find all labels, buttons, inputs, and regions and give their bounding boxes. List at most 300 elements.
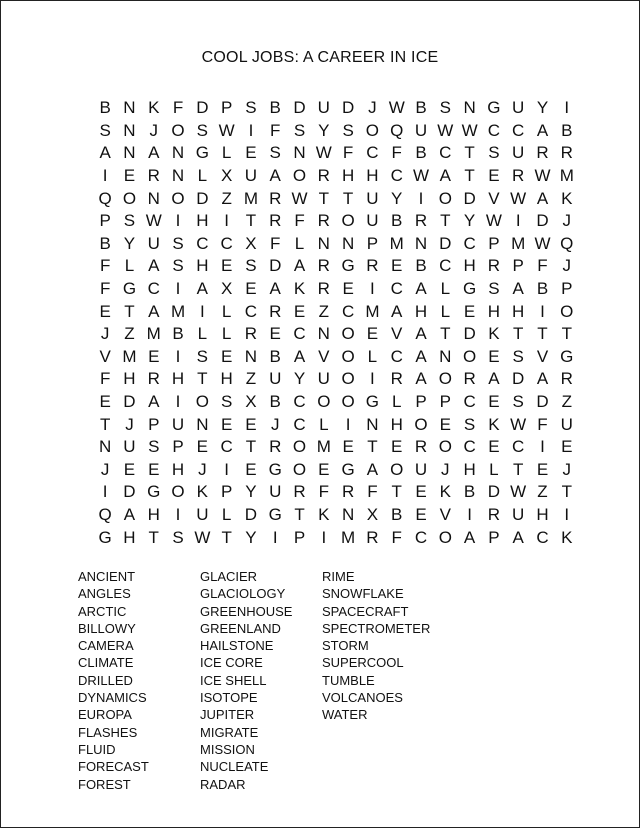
grid-letter: C xyxy=(366,143,379,163)
grid-letter: O xyxy=(341,211,355,231)
grid-letter: R xyxy=(390,369,403,389)
grid-letter: B xyxy=(99,233,111,253)
grid-letter: C xyxy=(390,166,403,186)
grid-letter: R xyxy=(414,437,428,457)
grid-letter: Z xyxy=(124,324,135,344)
letter-grid xyxy=(93,97,579,549)
grid-letter: S xyxy=(269,143,281,163)
grid-letter: R xyxy=(269,211,282,231)
grid-letter: I xyxy=(175,392,181,412)
word-list-column-1 xyxy=(78,568,149,793)
grid-letter: D xyxy=(487,482,501,502)
grid-letter: O xyxy=(292,166,307,186)
grid-letter: D xyxy=(536,392,549,412)
grid-letter: Y xyxy=(391,188,403,208)
grid-letter: E xyxy=(220,414,233,434)
grid-letter: C xyxy=(536,527,549,547)
grid-letter: B xyxy=(415,143,427,163)
grid-letter: Q xyxy=(98,188,112,208)
grid-letter: Z xyxy=(318,301,330,321)
grid-letter: W xyxy=(510,482,527,502)
grid-letter: K xyxy=(148,98,160,118)
grid-letter: O xyxy=(341,369,355,389)
grid-letter: L xyxy=(221,301,232,321)
grid-letter: A xyxy=(415,369,427,389)
grid-letter: K xyxy=(488,324,500,344)
grid-row xyxy=(93,120,579,143)
grid-letter: A xyxy=(99,143,111,163)
word-list-item: GREENLAND xyxy=(200,620,281,636)
grid-letter: W xyxy=(534,233,551,253)
grid-letter: M xyxy=(146,324,161,344)
grid-letter: U xyxy=(147,233,160,253)
grid-letter: V xyxy=(391,324,403,344)
grid-letter: G xyxy=(268,459,282,479)
grid-letter: I xyxy=(248,120,254,140)
grid-letter: S xyxy=(342,120,354,140)
grid-letter: E xyxy=(488,346,500,366)
grid-letter: Q xyxy=(560,233,574,253)
word-list-item: MIGRATE xyxy=(200,724,259,740)
grid-letter: U xyxy=(317,98,330,118)
word-list-item: FLUID xyxy=(78,741,116,757)
grid-letter: A xyxy=(512,279,524,299)
grid-letter: I xyxy=(321,527,327,547)
grid-letter: O xyxy=(414,414,428,434)
grid-row xyxy=(93,481,579,504)
grid-letter: C xyxy=(293,414,306,434)
grid-letter: B xyxy=(391,211,403,231)
grid-letter: H xyxy=(171,369,185,389)
word-list-item: SPACECRAFT xyxy=(322,603,409,619)
word-list-item: ANGLES xyxy=(78,586,131,602)
grid-letter: Y xyxy=(536,98,549,118)
grid-letter: F xyxy=(537,414,548,434)
grid-letter: T xyxy=(245,437,257,457)
grid-letter: L xyxy=(391,392,402,412)
grid-letter: A xyxy=(148,143,160,163)
grid-letter: S xyxy=(439,98,451,118)
word-list-item: SNOWFLAKE xyxy=(322,586,404,602)
grid-letter: J xyxy=(100,459,110,479)
grid-letter: C xyxy=(512,437,525,457)
grid-letter: E xyxy=(488,437,500,457)
grid-letter: D xyxy=(512,369,525,389)
grid-letter: T xyxy=(464,143,475,163)
grid-letter: L xyxy=(319,414,329,434)
grid-letter: S xyxy=(172,233,184,253)
grid-letter: B xyxy=(391,504,403,524)
grid-letter: H xyxy=(487,301,501,321)
grid-letter: C xyxy=(414,527,428,547)
grid-letter: N xyxy=(171,143,185,163)
grid-letter: U xyxy=(269,482,282,502)
grid-letter: O xyxy=(462,346,477,366)
grid-letter: D xyxy=(196,188,209,208)
grid-row xyxy=(93,526,579,549)
grid-letter: E xyxy=(342,279,354,299)
word-list-item: ISOTOPE xyxy=(200,690,258,706)
grid-letter: T xyxy=(537,324,548,344)
grid-letter: H xyxy=(341,166,355,186)
grid-letter: H xyxy=(512,301,525,321)
grid-letter: N xyxy=(317,233,330,253)
word-list-item: RIME xyxy=(322,569,355,584)
grid-letter: M xyxy=(559,166,574,186)
grid-row xyxy=(93,413,579,436)
grid-row xyxy=(93,300,579,323)
grid-letter: G xyxy=(341,459,355,479)
grid-letter: N xyxy=(439,346,452,366)
grid-letter: P xyxy=(220,98,233,118)
grid-letter: C xyxy=(220,437,233,457)
grid-letter: N xyxy=(366,414,379,434)
grid-row xyxy=(93,368,579,391)
word-list-item: EUROPA xyxy=(78,707,132,723)
word-list-column-2 xyxy=(200,568,292,793)
grid-letter: E xyxy=(391,256,403,276)
grid-letter: H xyxy=(463,459,476,479)
grid-letter: E xyxy=(391,437,403,457)
grid-letter: W xyxy=(315,143,332,163)
grid-letter: G xyxy=(487,98,501,118)
grid-letter: O xyxy=(122,188,137,208)
grid-letter: G xyxy=(268,504,282,524)
grid-letter: O xyxy=(438,369,452,389)
grid-letter: Y xyxy=(123,233,136,253)
grid-letter: O xyxy=(171,482,185,502)
grid-letter: C xyxy=(487,120,501,140)
grid-letter: E xyxy=(269,324,281,344)
grid-letter: W xyxy=(461,120,478,140)
grid-letter: A xyxy=(123,504,136,524)
grid-letter: R xyxy=(487,504,501,524)
grid-letter: R xyxy=(244,324,258,344)
grid-letter: S xyxy=(99,120,111,140)
grid-letter: P xyxy=(366,233,379,253)
grid-letter: Z xyxy=(561,392,572,412)
grid-letter: L xyxy=(197,324,208,344)
grid-letter: I xyxy=(175,279,181,299)
grid-letter: C xyxy=(293,324,306,344)
grid-letter: J xyxy=(562,256,572,276)
grid-letter: F xyxy=(99,279,111,299)
word-list-item: FORECAST xyxy=(78,759,149,775)
grid-letter: E xyxy=(148,459,160,479)
grid-letter: E xyxy=(245,279,257,299)
grid-letter: C xyxy=(390,279,403,299)
grid-letter: S xyxy=(220,392,233,412)
grid-letter: F xyxy=(537,256,548,276)
grid-letter: A xyxy=(269,279,281,299)
grid-letter: T xyxy=(318,188,330,208)
grid-letter: T xyxy=(342,188,354,208)
grid-letter: L xyxy=(440,279,451,299)
grid-letter: E xyxy=(99,301,111,321)
grid-letter: W xyxy=(412,166,430,186)
grid-letter: O xyxy=(171,120,185,140)
grid-letter: R xyxy=(317,279,330,299)
grid-letter: E xyxy=(99,392,111,412)
grid-letter: A xyxy=(148,392,160,412)
grid-letter: I xyxy=(175,504,181,524)
grid-letter: I xyxy=(175,211,181,231)
grid-letter: R xyxy=(147,369,160,389)
grid-letter: S xyxy=(196,120,208,140)
grid-letter: A xyxy=(148,301,160,321)
grid-letter: R xyxy=(341,482,355,502)
grid-letter: Y xyxy=(318,120,330,140)
grid-letter: W xyxy=(485,211,502,231)
word-list-item: NUCLEATE xyxy=(200,759,269,775)
word-list-item: WATER xyxy=(322,707,368,723)
grid-row xyxy=(93,210,579,233)
grid-letter: P xyxy=(293,527,306,547)
grid-letter: V xyxy=(99,346,111,366)
grid-letter: E xyxy=(415,482,427,502)
grid-letter: Y xyxy=(245,527,257,547)
grid-letter: N xyxy=(123,120,136,140)
grid-letter: A xyxy=(536,369,549,389)
grid-letter: V xyxy=(488,188,500,208)
grid-letter: I xyxy=(102,482,108,502)
grid-letter: D xyxy=(463,188,476,208)
grid-letter: M xyxy=(122,346,137,366)
grid-letter: R xyxy=(269,301,282,321)
grid-letter: I xyxy=(564,98,570,118)
grid-letter: N xyxy=(171,166,185,186)
grid-letter: J xyxy=(562,459,572,479)
grid-letter: R xyxy=(293,482,306,502)
grid-letter: C xyxy=(390,346,403,366)
grid-letter: I xyxy=(224,211,229,231)
grid-letter: O xyxy=(292,437,307,457)
grid-row xyxy=(93,255,579,278)
grid-letter: G xyxy=(98,527,112,547)
grid-letter: R xyxy=(463,369,476,389)
grid-letter: U xyxy=(366,211,379,231)
grid-letter: X xyxy=(245,392,257,412)
grid-letter: W xyxy=(510,414,527,434)
grid-row xyxy=(93,142,579,165)
grid-letter: A xyxy=(415,346,427,366)
word-list-item: ANCIENT xyxy=(78,569,136,584)
grid-letter: I xyxy=(540,301,545,321)
grid-letter: R xyxy=(317,211,330,231)
grid-letter: J xyxy=(100,324,110,344)
grid-letter: R xyxy=(269,188,282,208)
grid-row xyxy=(93,391,579,414)
grid-letter: L xyxy=(440,301,451,321)
grid-letter: H xyxy=(536,504,549,524)
grid-letter: G xyxy=(147,482,161,502)
grid-letter: I xyxy=(540,437,545,457)
grid-letter: O xyxy=(365,120,380,140)
grid-letter: F xyxy=(172,98,184,118)
grid-letter: S xyxy=(512,346,524,366)
grid-letter: F xyxy=(270,120,281,140)
grid-letter: I xyxy=(418,188,424,208)
grid-letter: H xyxy=(366,166,379,186)
grid-letter: N xyxy=(123,98,136,118)
grid-letter: F xyxy=(270,233,281,253)
grid-letter: I xyxy=(370,279,375,299)
grid-letter: B xyxy=(269,98,281,118)
grid-letter: G xyxy=(462,279,477,299)
grid-letter: K xyxy=(488,414,500,434)
grid-letter: U xyxy=(269,369,282,389)
grid-letter: M xyxy=(341,527,356,547)
grid-letter: B xyxy=(463,482,476,502)
grid-letter: E xyxy=(536,459,549,479)
grid-letter: D xyxy=(536,211,549,231)
grid-letter: L xyxy=(367,346,378,366)
grid-letter: B xyxy=(269,346,281,366)
grid-letter: I xyxy=(224,459,229,479)
grid-letter: P xyxy=(488,527,500,547)
grid-letter: K xyxy=(561,188,573,208)
word-list-item: CAMERA xyxy=(78,638,134,654)
grid-letter: E xyxy=(488,392,500,412)
grid-letter: R xyxy=(487,256,501,276)
grid-letter: F xyxy=(294,211,305,231)
grid-letter: I xyxy=(564,504,570,524)
grid-letter: I xyxy=(175,346,181,366)
grid-letter: F xyxy=(391,143,402,163)
grid-letter: G xyxy=(122,279,137,299)
grid-letter: T xyxy=(367,437,378,457)
grid-letter: R xyxy=(560,369,573,389)
grid-letter: H xyxy=(123,369,136,389)
grid-letter: E xyxy=(293,301,306,321)
grid-letter: A xyxy=(536,120,549,140)
word-list-item: TUMBLE xyxy=(322,672,375,688)
grid-letter: T xyxy=(440,324,451,344)
grid-letter: T xyxy=(513,324,524,344)
grid-row xyxy=(93,436,579,459)
word-list-item: SPECTROMETER xyxy=(322,620,431,636)
grid-letter: J xyxy=(368,98,377,118)
grid-letter: C xyxy=(293,392,306,412)
grid-letter: T xyxy=(245,211,257,231)
word-list-item: STORM xyxy=(322,638,369,654)
grid-letter: O xyxy=(292,459,307,479)
grid-letter: T xyxy=(513,459,524,479)
grid-row xyxy=(93,459,579,482)
grid-letter: R xyxy=(366,527,379,547)
grid-letter: P xyxy=(148,414,160,434)
grid-letter: C xyxy=(341,301,355,321)
grid-letter: H xyxy=(196,256,209,276)
grid-letter: U xyxy=(512,98,525,118)
grid-letter: A xyxy=(366,459,379,479)
grid-letter: O xyxy=(341,324,355,344)
grid-letter: K xyxy=(318,504,330,524)
word-list-item: ICE CORE xyxy=(200,655,263,671)
grid-letter: E xyxy=(463,301,476,321)
grid-letter: J xyxy=(441,459,450,479)
grid-letter: Z xyxy=(537,482,548,502)
grid-letter: H xyxy=(147,504,160,524)
page-title: COOL JOBS: A CAREER IN ICE xyxy=(201,49,439,66)
grid-letter: U xyxy=(512,143,525,163)
grid-letter: E xyxy=(123,166,136,186)
grid-letter: Z xyxy=(221,188,232,208)
grid-letter: C xyxy=(196,233,209,253)
grid-letter: V xyxy=(536,346,549,366)
grid-letter: M xyxy=(316,437,331,457)
grid-letter: M xyxy=(511,233,526,253)
grid-letter: U xyxy=(123,437,136,457)
grid-letter: R xyxy=(414,211,428,231)
word-list-item: GLACIOLOGY xyxy=(200,586,286,602)
grid-letter: U xyxy=(414,459,428,479)
grid-letter: P xyxy=(561,279,573,299)
grid-letter: B xyxy=(269,392,281,412)
grid-letter: H xyxy=(463,256,476,276)
grid-letter: I xyxy=(102,166,108,186)
grid-letter: G xyxy=(195,143,209,163)
grid-letter: W xyxy=(194,527,211,547)
grid-letter: E xyxy=(123,459,136,479)
grid-letter: X xyxy=(220,279,233,299)
word-list-item: GLACIER xyxy=(200,569,258,584)
grid-letter: G xyxy=(341,256,355,276)
grid-letter: L xyxy=(489,459,499,479)
grid-letter: A xyxy=(293,256,306,276)
grid-letter: E xyxy=(318,459,330,479)
grid-letter: B xyxy=(415,98,427,118)
grid-letter: F xyxy=(367,482,378,502)
grid-letter: C xyxy=(463,437,476,457)
grid-letter: O xyxy=(560,301,574,321)
grid-letter: E xyxy=(366,324,379,344)
grid-letter: D xyxy=(439,233,452,253)
grid-letter: A xyxy=(512,527,524,547)
grid-letter: U xyxy=(317,369,330,389)
grid-letter: D xyxy=(269,256,282,276)
grid-letter: C xyxy=(439,256,452,276)
grid-letter: F xyxy=(342,143,354,163)
grid-letter: O xyxy=(317,392,331,412)
grid-letter: S xyxy=(488,143,500,163)
word-list-item: ICE SHELL xyxy=(200,672,267,688)
grid-letter: H xyxy=(414,301,428,321)
grid-letter: S xyxy=(463,414,476,434)
grid-letter: P xyxy=(488,233,500,253)
grid-letter: S xyxy=(172,256,184,276)
grid-letter: N xyxy=(414,233,428,253)
grid-letter: C xyxy=(512,120,525,140)
grid-letter: T xyxy=(148,527,159,547)
grid-letter: O xyxy=(341,392,355,412)
grid-letter: O xyxy=(390,459,404,479)
grid-letter: E xyxy=(245,459,257,479)
grid-letter: E xyxy=(342,437,354,457)
grid-letter: C xyxy=(463,233,476,253)
grid-letter: Y xyxy=(245,482,257,502)
grid-letter: R xyxy=(269,437,282,457)
grid-letter: L xyxy=(294,233,305,253)
grid-letter: W xyxy=(218,120,235,140)
grid-letter: S xyxy=(123,211,136,231)
grid-letter: G xyxy=(365,392,380,412)
grid-letter: C xyxy=(439,143,452,163)
grid-letter: S xyxy=(148,437,160,457)
grid-letter: D xyxy=(293,98,306,118)
grid-letter: A xyxy=(148,256,160,276)
grid-letter: W xyxy=(437,120,454,140)
